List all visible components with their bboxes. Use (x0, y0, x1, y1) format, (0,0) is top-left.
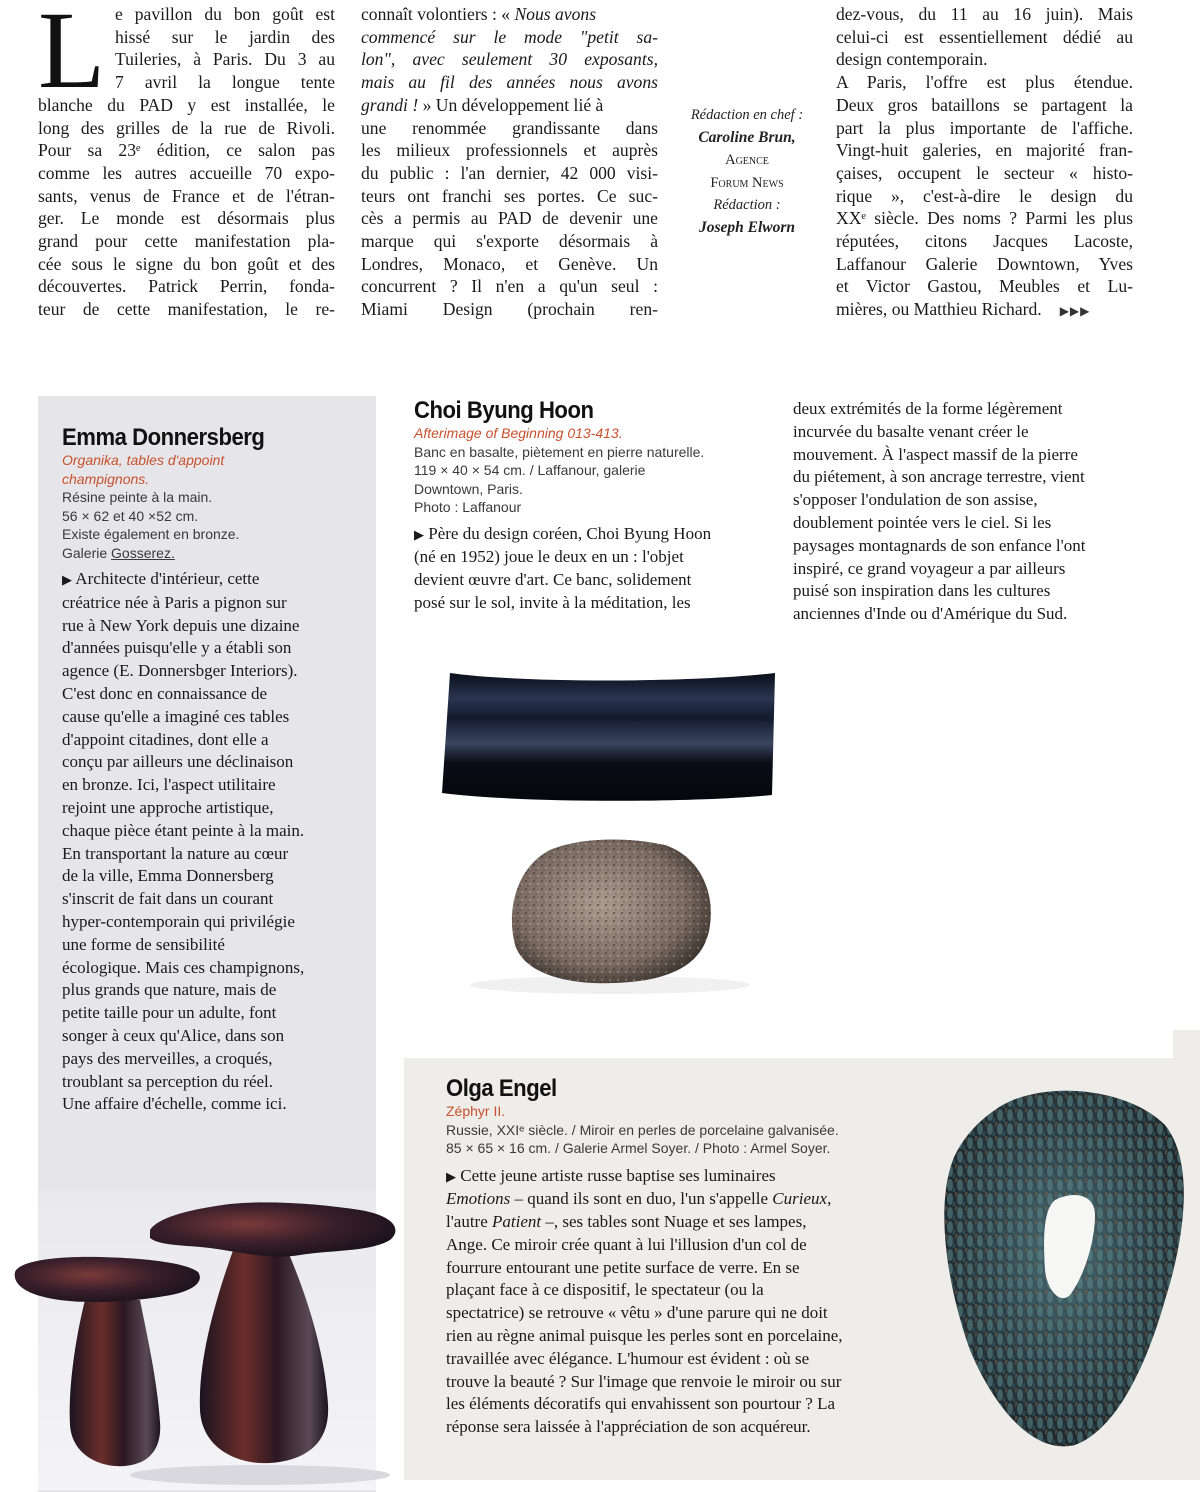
text-line: doublement pointée vers le ciel. Si les (793, 512, 1052, 532)
text-line: 7 avril la longue tente (115, 72, 335, 93)
text-line: celui-ci est essentiellement dédié au (836, 26, 1133, 47)
text-line: Miami Design (prochain ren- (361, 299, 658, 320)
text-line: (né en 1952) joue le deux en un : l'objet (414, 547, 684, 567)
text-line: hyper-contemporain qui privilégie (62, 911, 295, 931)
text-line: du public : l'an dernier, 42 000 visi- (361, 162, 658, 183)
emma-body (62, 568, 362, 1116)
basalt-bench-photo (420, 655, 790, 1000)
choi-body-left (414, 523, 784, 615)
text-line: travaillée avec élégance. L'humour est évident : où se (446, 1348, 810, 1368)
gallery-link[interactable]: Gosserez. (111, 544, 175, 561)
text-line: Deux gros bataillons se partagent la (836, 94, 1133, 115)
text-line: hissé sur le jardin des (115, 26, 335, 47)
text-line: cée sous le signe du bon goût et des (38, 253, 335, 274)
caption-line: Galerie Gosserez. (62, 544, 175, 561)
text-line: ▶ Architecte d'intérieur, cette (62, 569, 260, 588)
text-line: cause qu'elle a imaginé ces tables (62, 706, 290, 726)
text-line: s'inscrit de fait dans un courant (62, 889, 274, 909)
text-line: trouve la beauté ? Sur l'image que renvoie le miroir ou sur (446, 1371, 842, 1391)
choi-body-right (793, 398, 1153, 626)
writer-label: Rédaction : (713, 197, 781, 214)
text-line: Emotions – quand ils sont en duo, l'un s'appelle Curieux, (446, 1189, 832, 1209)
emma-text (62, 425, 362, 1116)
text-line: s'opposer l'ondulation de son assise, (793, 490, 1038, 510)
artist-name: Olga Engel (446, 1075, 557, 1102)
text-line: Vingt-huit galeries, en majorité fran- (836, 140, 1133, 161)
text-line: rien au règne animal puisque les perles sont en porcelaine, (446, 1326, 843, 1346)
text-line: concurrent ? Il n'en a qu'un seul : (361, 276, 658, 297)
work-title: Zéphyr II. (446, 1103, 506, 1119)
text-line: commencé sur le mode "petit sa- (361, 26, 658, 47)
text-line: sants, venus de France et de l'étran- (38, 185, 335, 206)
intro-column-2 (361, 3, 658, 321)
text-line: dez-vous, du 11 au 16 juin). Mais (836, 4, 1133, 24)
text-line: une renommée grandissante dans (361, 117, 658, 138)
continue-arrows-icon: ▶▶▶ (1059, 304, 1091, 319)
text-line: lon", avec seulement 30 exposants, (361, 49, 658, 70)
text-line: plus grands que nature, mais de (62, 980, 277, 1000)
intro-column-3 (836, 3, 1133, 323)
text-line: spectatrice) se retrouve « vêtu » d'une parure qui ne doit (446, 1303, 828, 1323)
artist-name: Choi Byung Hoon (414, 397, 594, 424)
caption-line: 119 × 40 × 54 cm. / Laffanour, galerie (414, 462, 646, 478)
text-line: marque qui s'exporte désormais à (361, 231, 658, 252)
editor-label: Rédaction en chef : (690, 107, 804, 123)
text-line: en bronze. Ici, l'aspect utilitaire (62, 775, 276, 795)
bullet-triangle-icon: ▶ (62, 572, 72, 587)
olga-box-tab (1173, 1030, 1200, 1060)
text-line: connaît volontiers : « Nous avons (361, 4, 597, 24)
text-line: anciennes d'Inde ou d'Amérique du Sud. (793, 604, 1068, 624)
shadow (130, 1465, 390, 1485)
text-line: les milieux professionnels et auprès (361, 140, 658, 161)
text-line: posé sur le sol, invite à la méditation, les (414, 592, 691, 612)
agency-line: Forum News (710, 174, 784, 191)
text-line: grandi ! » Un développement lié à (361, 94, 604, 115)
bullet-triangle-icon: ▶ (446, 1168, 456, 1184)
text-line: les éléments décoratifs qui envahissent son pourtour ? La (446, 1394, 835, 1414)
text-line: incurvée du basalte venant créer le (793, 421, 1029, 441)
text-line: blanche du PAD y est installée, le (38, 94, 335, 115)
text-line: pays des merveilles, a croqués, (62, 1048, 273, 1068)
text-line: de la ville, Emma Donnersberg (62, 866, 274, 886)
text-line: design contemporain. (836, 49, 988, 70)
text-line: rue à New York depuis une dizaine (62, 615, 300, 635)
editor-name: Caroline Brun, (698, 128, 796, 146)
text-line: devient œuvre d'art. Ce banc, solidement (414, 570, 692, 590)
masthead-credits (662, 104, 832, 240)
text-line: part la plus importante de l'affiche. (836, 117, 1133, 138)
bench-seat (442, 673, 775, 801)
text-line: En transportant la nature au cœur (62, 843, 289, 863)
intro-column-1 (38, 0, 335, 321)
text-line: troublant sa perception du réel. (62, 1071, 274, 1091)
writer-name: Joseph Elworn (698, 218, 796, 236)
text-line: petite taille pour un adulte, font (62, 1003, 277, 1023)
text-line: fourrure entourant une petite surface de verre. En se (446, 1257, 800, 1277)
text-line: Une affaire d'échelle, comme ici. (62, 1094, 287, 1114)
text-line: découvertes. Patrick Perrin, fonda- (38, 276, 335, 297)
text-line: songer à ceux qu'Alice, dans son (62, 1025, 285, 1045)
text-line: çaises, occupent le secteur « histo- (836, 162, 1133, 183)
text-line: plaçant face à ce dispositif, le spectateur (ou la (446, 1280, 764, 1300)
text-line: rejoint une approche artistique, (62, 797, 274, 817)
text-line: cès a permis au PAD de devenir une (361, 208, 658, 229)
choi-text (414, 398, 784, 615)
caption-line: Existe également en bronze. (62, 526, 240, 542)
text-line: Laffanour Galerie Downtown, Yves (836, 253, 1133, 274)
caption-line: Photo : Laffanour (414, 499, 522, 515)
mushroom-tables-photo (0, 1190, 410, 1490)
text-line: mais au fil des années nous avons (361, 72, 658, 93)
text-line: chaque pièce étant peinte à la main. (62, 820, 305, 840)
drop-cap: L (38, 0, 106, 111)
text-line: créatrice née à Paris a pignon sur (62, 592, 287, 612)
text-line: teurs ont franchi ses portes. Ce suc- (361, 185, 658, 206)
text-line: agence (E. Donnersbger Interiors). (62, 661, 298, 681)
work-title: champignons. (62, 470, 150, 487)
text-line: comme les autres accueille 70 expo- (38, 162, 335, 183)
text-line: ger. Le monde est désormais plus (38, 208, 335, 229)
beaded-mirror-photo (925, 1080, 1195, 1460)
text-line: inspiré, ce grand voyageur a par ailleurs (793, 558, 1066, 578)
olga-text (446, 1076, 916, 1439)
caption-line: 56 × 62 et 40 ×52 cm. (62, 507, 199, 524)
text-line: écologique. Mais ces champignons, (62, 957, 305, 977)
text-line: Tuileries, à Paris. Du 3 au (115, 49, 335, 70)
olga-body (446, 1165, 916, 1440)
work-title: Organika, tables d'appoint (62, 452, 225, 468)
caption-line: Résine peinte à la main. (62, 489, 213, 505)
caption-line: Banc en basalte, piètement en pierre naturelle. (414, 443, 705, 460)
text-line: réponse sera laissée à l'appréciation de son acquéreur. (446, 1417, 811, 1437)
caption-line: Downtown, Paris. (414, 480, 523, 497)
text-line: teur de cette manifestation, le re- (38, 299, 335, 320)
text-line: mouvement. À l'aspect massif de la pierre (793, 444, 1078, 464)
text-line: du piétement, à son ancrage terrestre, vient (793, 467, 1085, 487)
text-line: d'appoint citadines, dont elle a (62, 729, 269, 749)
artist-name: Emma Donnersberg (62, 424, 265, 451)
text-line: A Paris, l'offre est plus étendue. (836, 72, 1133, 93)
text-line: paysages montagnards de son enfance l'ont (793, 535, 1086, 555)
text-line: réputées, citons Jacques Lacoste, (836, 231, 1133, 252)
caption-line: Russie, XXIᵉ siècle. / Miroir en perles de porcelaine galvanisée. (446, 1121, 839, 1138)
text-line: Pour sa 23ᵉ édition, ce salon pas (38, 140, 335, 161)
text-line: ▶ Père du design coréen, Choi Byung Hoon (414, 523, 712, 543)
text-line: deux extrémités de la forme légèrement (793, 399, 1063, 418)
text-line: Londres, Monaco, et Genève. Un (361, 253, 658, 274)
text-line: Ange. Ce miroir crée quant à lui l'illusion d'un col de (446, 1234, 807, 1254)
text-line: puisé son inspiration dans les cultures (793, 581, 1051, 601)
text-line: rique », c'est-à-dire le design du (836, 185, 1133, 206)
caption-line: 85 × 65 × 16 cm. / Galerie Armel Soyer. / Photo : Armel Soyer. (446, 1140, 831, 1156)
bullet-triangle-icon: ▶ (414, 526, 424, 542)
text-line: grand pour cette manifestation pla- (38, 231, 335, 252)
work-title: Afterimage of Beginning 013-413. (414, 425, 623, 441)
agency-line: Agence (725, 152, 769, 169)
stone-texture (512, 840, 711, 984)
text-line: d'années puisqu'elle y a établi son (62, 638, 292, 658)
text-line: conçu par ailleurs une déclinaison (62, 752, 294, 772)
text-line: et Victor Gastou, Meubles et Lu- (836, 276, 1133, 297)
text-line: C'est donc en connaissance de (62, 683, 268, 703)
text-line: l'autre Patient –, ses tables sont Nuage et ses lampes, (446, 1212, 807, 1232)
text-line: mières, ou Matthieu Richard. ▶▶▶ (836, 299, 1091, 320)
text-line: ▶ Cette jeune artiste russe baptise ses luminaires (446, 1165, 776, 1185)
text-line: long des grilles de la rue de Rivoli. (38, 117, 335, 138)
text-line: e pavillon du bon goût est (115, 4, 335, 24)
text-line: XXᵉ siècle. Des noms ? Parmi les plus (836, 208, 1133, 229)
text-line: une forme de sensibilité (62, 934, 225, 954)
